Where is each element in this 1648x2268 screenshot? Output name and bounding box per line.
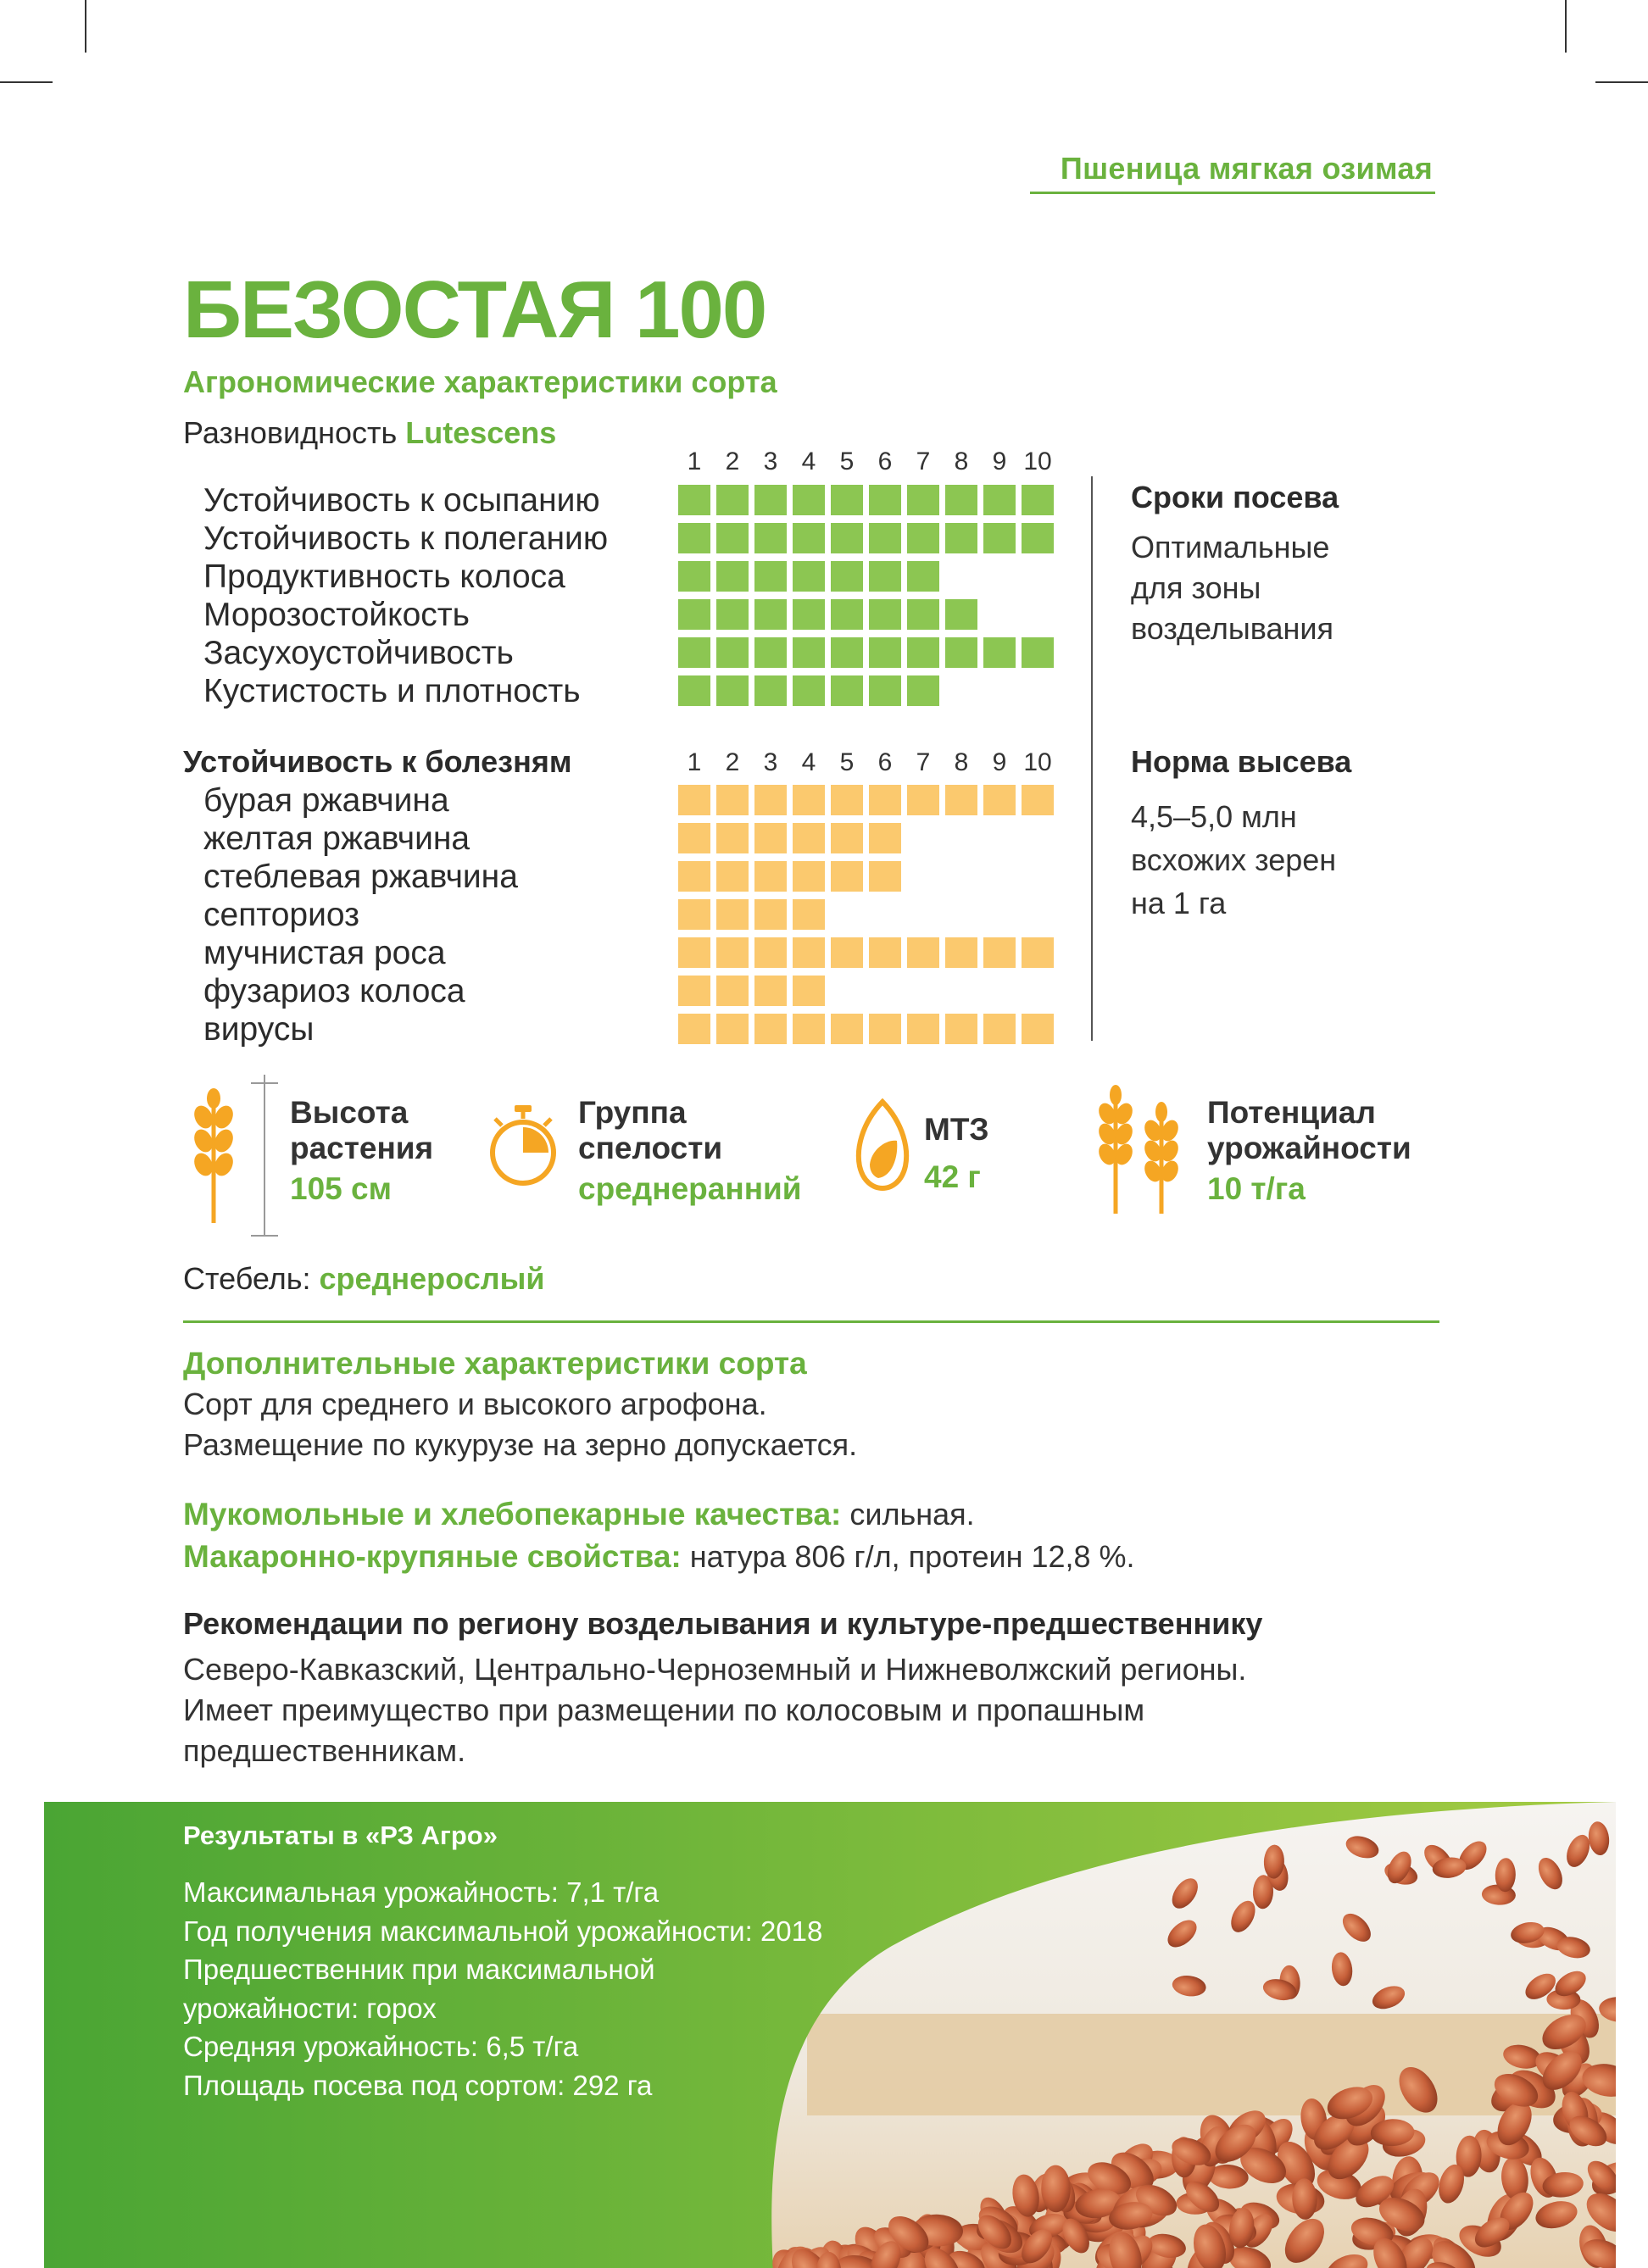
disease-rating-square (754, 976, 787, 1006)
trait-rating-square (1022, 523, 1054, 553)
milling-value: сильная. (849, 1497, 975, 1531)
disease-rating-square (716, 823, 749, 853)
disease-rating-square (678, 823, 710, 853)
potential-value: 10 т/га (1207, 1171, 1306, 1206)
trait-rating-square (831, 485, 863, 515)
disease-rating-square (945, 937, 977, 968)
results-banner (44, 1802, 1616, 2268)
trait-label: Засухоустойчивость (203, 635, 514, 671)
recommendations-line: Имеет преимущество при размещении по колосовым и пропашным (183, 1693, 1145, 1727)
scale-label: 7 (916, 447, 931, 475)
trait-rating-square (1022, 637, 1054, 668)
results-heading: Результаты в «РЗ Агро» (183, 1821, 498, 1850)
height-value: 105 см (290, 1171, 392, 1206)
disease-rating-square (983, 1014, 1016, 1044)
scale-label: 1 (687, 447, 702, 475)
milling-label: Мукомольные и хлебопекарные качества: (183, 1497, 842, 1531)
disease-rating-square (793, 861, 825, 892)
maturity-title-line: Группа (578, 1095, 687, 1130)
seeding-rate-heading: Норма высева (1131, 744, 1352, 779)
disease-rating-square (1022, 785, 1054, 815)
height-title-line: растения (290, 1131, 434, 1165)
maturity-value: среднеранний (578, 1171, 802, 1206)
trait-rating-square (793, 599, 825, 630)
disease-scale (0, 748, 1102, 779)
trait-rating-square (907, 599, 939, 630)
trait-label: Устойчивость к осыпанию (203, 482, 600, 519)
disease-rating-square (983, 785, 1016, 815)
disease-heading: Устойчивость к болезням (183, 744, 572, 779)
wheat-height-icon (180, 1075, 290, 1244)
trait-rating-square (716, 637, 749, 668)
disease-label: бурая ржавчина (203, 782, 449, 819)
scale-label: 4 (801, 447, 816, 475)
seeding-rate-line: всхожих зерен (1131, 842, 1337, 877)
disease-label: мучнистая роса (203, 935, 446, 971)
disease-rating-square (793, 937, 825, 968)
potential-title-line: Потенциал (1207, 1095, 1376, 1130)
page-title: БЕЗОСТАЯ 100 (183, 264, 766, 355)
trait-rating-square (678, 561, 710, 592)
recommendations-line: Северо-Кавказский, Центрально-Черноземный и Нижневолжский регионы. (183, 1652, 1247, 1687)
scale-label: 5 (839, 447, 855, 475)
results-list (183, 1873, 822, 2104)
scale-label: 9 (992, 748, 1007, 776)
pasta-line (183, 1536, 1135, 1578)
sowing-time-line: возделывания (1131, 611, 1333, 646)
trait-rating-square (983, 523, 1016, 553)
disease-rating-square (754, 899, 787, 930)
scale-label: 2 (725, 447, 740, 475)
trait-label: Кустистость и плотность (203, 673, 581, 709)
results-line: урожайности: горох (183, 1992, 437, 2024)
crop-mark (1565, 0, 1567, 53)
disease-rating-square (869, 1014, 901, 1044)
scale-label: 3 (763, 447, 778, 475)
maturity-title-line: спелости (578, 1131, 723, 1165)
trait-rating-square (945, 637, 977, 668)
disease-rating-square (716, 785, 749, 815)
trait-rating-square (793, 637, 825, 668)
disease-rating-square (869, 785, 901, 815)
disease-rating-square (983, 937, 1016, 968)
disease-rating-square (907, 937, 939, 968)
mtz-title: МТЗ (924, 1112, 989, 1147)
pasta-label: Макаронно-крупяные свойства: (183, 1539, 682, 1574)
section-rule (183, 1320, 1439, 1323)
scale-label: 6 (877, 447, 893, 475)
extra-line: Сорт для среднего и высокого агрофона. (183, 1387, 767, 1421)
scale-label: 2 (725, 748, 740, 776)
disease-rating-square (831, 861, 863, 892)
trait-rating-square (793, 561, 825, 592)
seeding-rate-line: на 1 га (1131, 886, 1227, 920)
trait-rating-square (793, 523, 825, 553)
trait-rating-square (945, 523, 977, 553)
disease-rating-square (831, 823, 863, 853)
trait-rating-square (793, 485, 825, 515)
trait-rating-square (983, 637, 1016, 668)
milling-line (183, 1493, 1135, 1536)
disease-rating-square (678, 1014, 710, 1044)
maturity-title (578, 1095, 722, 1166)
quality-section (183, 1493, 1135, 1578)
trait-rating-square (831, 599, 863, 630)
disease-rating-square (678, 899, 710, 930)
potential-title-line: урожайности (1207, 1131, 1411, 1165)
stem-value: среднерослый (319, 1261, 545, 1296)
variety-line (183, 415, 556, 451)
height-title (290, 1095, 433, 1166)
seeding-rate-line: 4,5–5,0 млн (1131, 799, 1297, 834)
disease-rating-square (754, 1014, 787, 1044)
trait-rating-square (678, 675, 710, 706)
trait-scale (0, 447, 1102, 478)
trait-rating-square (869, 523, 901, 553)
trait-rating-square (678, 485, 710, 515)
scale-label: 9 (992, 447, 1007, 475)
disease-rating-square (869, 861, 901, 892)
trait-rating-square (754, 599, 787, 630)
disease-rating-square (869, 937, 901, 968)
trait-label: Устойчивость к полеганию (203, 520, 609, 557)
disease-rating-square (793, 899, 825, 930)
mtz-value: 42 г (924, 1159, 981, 1194)
variety-value: Lutescens (405, 415, 557, 450)
extra-section (183, 1343, 857, 1465)
column-divider (1091, 476, 1093, 1041)
header-rule (1030, 192, 1435, 194)
crop-category: Пшеница мягкая озимая (1060, 151, 1433, 186)
trait-rating-square (678, 523, 710, 553)
disease-rating-square (716, 937, 749, 968)
sowing-time-heading: Сроки посева (1131, 480, 1339, 514)
trait-rating-square (869, 675, 901, 706)
potential-title (1207, 1095, 1411, 1166)
disease-rating-square (1022, 1014, 1054, 1044)
disease-rating-square (678, 785, 710, 815)
disease-rating-square (754, 937, 787, 968)
trait-rating-square (754, 523, 787, 553)
disease-rating-square (716, 1014, 749, 1044)
trait-rating-square (716, 523, 749, 553)
disease-rating-square (793, 1014, 825, 1044)
disease-rating-square (793, 785, 825, 815)
disease-rating-square (831, 1014, 863, 1044)
trait-rating-square (678, 599, 710, 630)
disease-rating-square (678, 861, 710, 892)
disease-label: желтая ржавчина (203, 820, 470, 857)
agro-heading: Агрономические характеристики сорта (183, 364, 777, 399)
trait-rating-square (754, 675, 787, 706)
recommendations-line: предшественникам. (183, 1733, 466, 1768)
trait-rating-square (716, 561, 749, 592)
grain-icon (853, 1098, 912, 1192)
wheat-yield-icon (1090, 1078, 1192, 1219)
disease-rating-square (716, 976, 749, 1006)
disease-rating-square (869, 823, 901, 853)
trait-rating-square (907, 485, 939, 515)
scale-label: 8 (954, 748, 969, 776)
trait-rating-square (716, 675, 749, 706)
trait-rating-square (983, 485, 1016, 515)
sowing-time-line: для зоны (1131, 570, 1261, 605)
disease-rating-square (678, 937, 710, 968)
results-line: Средняя урожайность: 6,5 т/га (183, 2031, 579, 2062)
extra-line: Размещение по кукурузе на зерно допускается. (183, 1427, 858, 1462)
results-line: Предшественник при максимальной (183, 1954, 655, 1985)
trait-rating-square (869, 599, 901, 630)
pasta-value: натура 806 г/л, протеин 12,8 %. (689, 1539, 1135, 1574)
disease-rating-square (831, 785, 863, 815)
disease-rating-square (754, 861, 787, 892)
trait-rating-square (945, 599, 977, 630)
trait-rating-square (716, 485, 749, 515)
stopwatch-icon (485, 1103, 561, 1188)
scale-label: 8 (954, 447, 969, 475)
disease-rating-square (831, 937, 863, 968)
trait-label: Морозостойкость (203, 597, 470, 633)
trait-rating-square (869, 637, 901, 668)
results-line: Площадь посева под сортом: 292 га (183, 2069, 653, 2101)
stem-line (183, 1261, 544, 1297)
disease-rating-square (945, 785, 977, 815)
scale-label: 10 (1023, 748, 1052, 776)
trait-rating-square (754, 637, 787, 668)
recommendations-section (183, 1604, 1262, 1771)
trait-rating-square (716, 599, 749, 630)
trait-rating-square (869, 561, 901, 592)
trait-label: Продуктивность колоса (203, 559, 565, 595)
trait-rating-square (907, 523, 939, 553)
scale-label: 7 (916, 748, 931, 776)
sowing-time-text (1131, 527, 1333, 649)
disease-rating-square (716, 861, 749, 892)
height-title-line: Высота (290, 1095, 409, 1130)
scale-label: 3 (763, 748, 778, 776)
trait-rating-square (831, 523, 863, 553)
trait-rating-square (869, 485, 901, 515)
crop-mark (0, 81, 53, 83)
trait-rating-square (678, 637, 710, 668)
trait-rating-square (907, 637, 939, 668)
disease-rating-square (793, 823, 825, 853)
trait-rating-square (831, 675, 863, 706)
disease-rating-square (716, 899, 749, 930)
sowing-time-line: Оптимальные (1131, 530, 1330, 564)
trait-rating-square (907, 561, 939, 592)
disease-label: септориоз (203, 897, 360, 933)
disease-rating-square (907, 785, 939, 815)
crop-mark (1595, 81, 1648, 83)
extra-heading: Дополнительные характеристики сорта (183, 1346, 807, 1381)
recommendations-heading: Рекомендации по региону возделывания и культуре-предшественнику (183, 1606, 1263, 1641)
disease-rating-square (754, 785, 787, 815)
trait-rating-square (793, 675, 825, 706)
disease-label: фузариоз колоса (203, 973, 465, 1009)
seeding-rate-text (1131, 795, 1336, 925)
trait-rating-square (907, 675, 939, 706)
trait-rating-square (831, 561, 863, 592)
disease-rating-square (678, 976, 710, 1006)
disease-rating-square (945, 1014, 977, 1044)
variety-label: Разновидность (183, 415, 398, 450)
scale-label: 6 (877, 748, 893, 776)
scale-label: 4 (801, 748, 816, 776)
disease-label: вирусы (203, 1011, 315, 1048)
trait-rating-square (945, 485, 977, 515)
results-line: Год получения максимальной урожайности: 2018 (183, 1915, 823, 1947)
disease-rating-square (1022, 937, 1054, 968)
trait-rating-square (1022, 485, 1054, 515)
disease-rating-square (793, 976, 825, 1006)
results-line: Максимальная урожайность: 7,1 т/га (183, 1876, 660, 1908)
stem-label: Стебель: (183, 1261, 311, 1296)
trait-rating-square (754, 485, 787, 515)
trait-rating-square (754, 561, 787, 592)
disease-rating-square (907, 1014, 939, 1044)
disease-rating-square (754, 823, 787, 853)
scale-label: 5 (839, 748, 855, 776)
disease-label: стеблевая ржавчина (203, 859, 518, 895)
crop-mark (85, 0, 86, 53)
scale-label: 1 (687, 748, 702, 776)
scale-label: 10 (1023, 447, 1052, 475)
trait-rating-square (831, 637, 863, 668)
